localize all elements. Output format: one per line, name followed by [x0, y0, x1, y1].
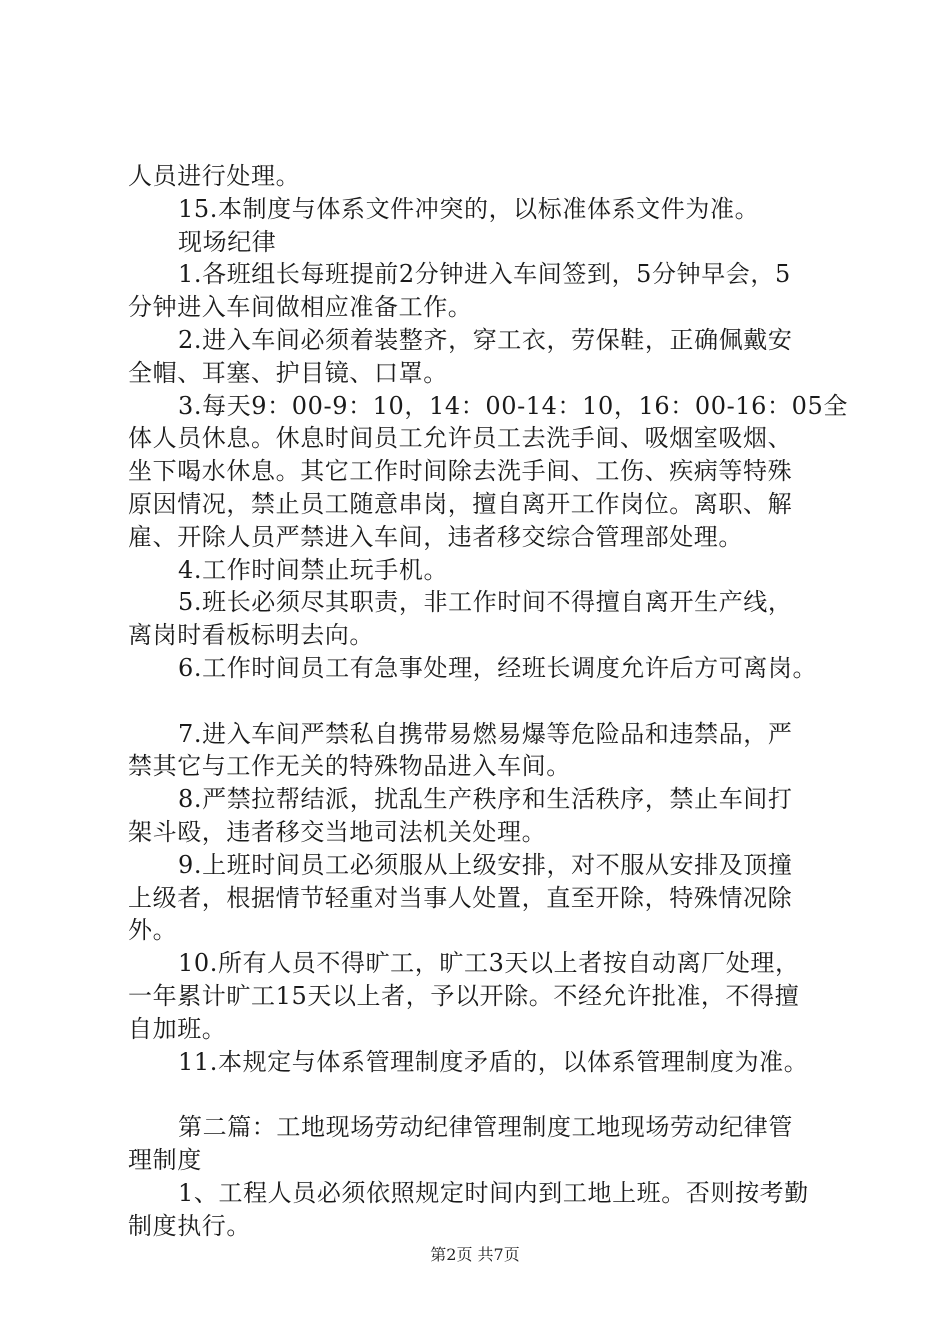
text-line: 10.所有人员不得旷工，旷工3天以上者按自动离厂处理，: [178, 949, 800, 978]
text-line: 一年累计旷工15天以上者，予以开除。不经允许批准，不得擅: [128, 981, 800, 1010]
text-line: 架斗殴，违者移交当地司法机关处理。: [128, 817, 547, 846]
text-line: 上级者，根据情节轻重对当事人处置，直至开除，特殊情况除: [128, 883, 793, 912]
text-line: 人员进行处理。: [128, 162, 301, 190]
text-line: 1、工程人员必须依照规定时间内到工地上班。否则按考勤: [178, 1178, 809, 1207]
text-line: 体人员休息。休息时间员工允许员工去洗手间、吸烟室吸烟、: [128, 424, 793, 453]
text-line: 雇、开除人员严禁进入车间，违者移交综合管理部处理。: [128, 522, 743, 551]
text-line: 1.各班组长每班提前2分钟进入车间签到，5分钟早会，5: [178, 260, 791, 289]
text-line: 第二篇：工地现场劳动纪律管理制度工地现场劳动纪律管: [178, 1113, 793, 1142]
text-line: 6.工作时间员工有急事处理，经班长调度允许后方可离岗。: [178, 653, 818, 682]
text-line: 5.班长必须尽其职责，非工作时间不得擅自离开生产线，: [178, 588, 793, 617]
text-line: 原因情况，禁止员工随意串岗，擅自离开工作岗位。离职、解: [128, 489, 793, 518]
text-line: 制度执行。: [128, 1211, 251, 1240]
text-line: 理制度: [128, 1145, 202, 1174]
text-line: 3.每天9：00-9：10，14：00-14：10，16：00-16：05全: [178, 391, 848, 420]
text-line: 禁其它与工作无关的特殊物品进入车间。: [128, 752, 571, 781]
text-line: 离岗时看板标明去向。: [128, 621, 374, 650]
blank-line: [128, 1078, 848, 1111]
text-line: 15.本制度与体系文件冲突的，以标准体系文件为准。: [178, 194, 760, 223]
document-body: [128, 160, 848, 1242]
text-line: 2.进入车间必须着装整齐，穿工衣，劳保鞋，正确佩戴安: [178, 325, 793, 354]
text-line: 11.本规定与体系管理制度矛盾的，以体系管理制度为准。: [178, 1047, 809, 1076]
text-line: 全帽、耳塞、护目镜、口罩。: [128, 358, 448, 387]
blank-line: [128, 685, 848, 718]
text-line: 现场纪律: [178, 227, 277, 256]
text-line: 自加班。: [128, 1014, 227, 1043]
text-line: 4.工作时间禁止玩手机。: [178, 555, 449, 584]
page-footer: [0, 1244, 950, 1266]
text-line: 7.进入车间严禁私自携带易燃易爆等危险品和违禁品，严: [178, 719, 793, 748]
text-line: 8.严禁拉帮结派，扰乱生产秩序和生活秩序，禁止车间打: [178, 785, 793, 814]
text-line: 分钟进入车间做相应准备工作。: [128, 293, 473, 322]
text-line: 外。: [128, 916, 178, 945]
text-line: 坐下喝水休息。其它工作时间除去洗手间、工伤、疾病等特殊: [128, 457, 793, 486]
text-line: 9.上班时间员工必须服从上级安排，对不服从安排及顶撞: [178, 850, 793, 879]
page-number-label: 第2页 共7页: [430, 1245, 520, 1264]
